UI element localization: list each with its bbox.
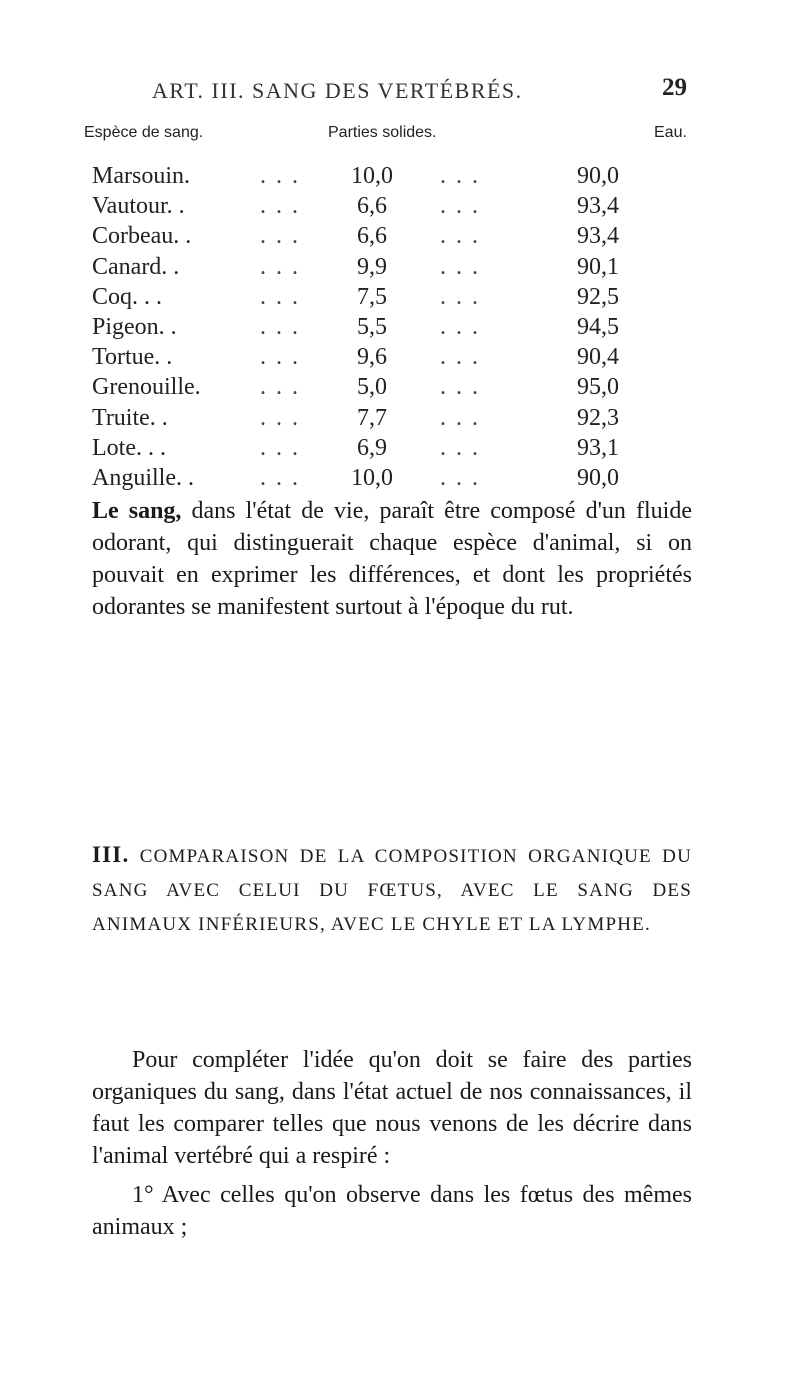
table-row <box>0 221 800 251</box>
paragraph-blood-odor <box>92 495 692 623</box>
solids-cell: 5,0 <box>357 374 387 401</box>
solids-cell: 9,9 <box>357 253 387 280</box>
water-cell: 93,4 <box>577 223 619 250</box>
paragraph-body: dans l'état de vie, paraît être composé d'un fluide odorant, qui distinguerait chaque espèce d'animal, si on pouvait en exprimer les différences, et dont les propriétés odorantes se manifestent surtout à l'époque du rut. <box>92 498 692 620</box>
species-cell: Tortue. . <box>92 344 173 371</box>
page-header <box>0 66 800 106</box>
solids-cell: 6,6 <box>357 193 387 220</box>
solids-cell: 10,0 <box>351 163 393 189</box>
table-row <box>0 282 800 312</box>
blood-composition-table <box>0 161 800 493</box>
section-title: COMPARAISON DE LA COMPOSITION ORGANIQUE DU SANG AVEC CELUI DU FŒTUS, AVEC LE SANG DES ANIMAUX INFÉRIEURS, AVEC LE CHYLE ET LA LYMPHE. <box>92 846 693 935</box>
water-cell: 94,5 <box>577 313 619 340</box>
column-header-species: Espèce de sang. <box>84 124 204 141</box>
paragraph-intro: Pour compléter l'idée qu'on doit se faire des parties organiques du sang, dans l'état actuel de nos connaissances, il faut les comparer telles que nous venons de les décrire dans l'animal vertébré qui a respiré : <box>92 1047 692 1169</box>
leader-dots: . . . <box>440 313 480 340</box>
solids-cell: 6,6 <box>357 223 387 250</box>
species-cell: Corbeau. . <box>92 223 192 250</box>
species-cell: Truite. . <box>92 404 168 431</box>
page-number: 29 <box>662 74 687 101</box>
section-number: III. <box>92 842 130 867</box>
table-row <box>0 161 800 191</box>
solids-cell: 6,9 <box>357 434 387 461</box>
leader-dots: . . . <box>440 464 480 491</box>
water-cell: 90,0 <box>577 163 619 189</box>
leader-dots: . . . <box>440 253 480 280</box>
leader-dots: . . . <box>260 464 300 491</box>
solids-cell: 7,5 <box>357 283 387 310</box>
column-header-water: Eau. <box>654 124 687 141</box>
table-row <box>0 191 800 221</box>
solids-cell: 5,5 <box>357 313 387 340</box>
running-title: ART. III. SANG DES VERTÉBRÉS. <box>152 78 523 103</box>
table-row <box>0 403 800 433</box>
water-cell: 90,0 <box>577 464 619 491</box>
species-cell: Canard. . <box>92 253 180 280</box>
section-heading <box>92 838 692 942</box>
water-cell: 95,0 <box>577 374 619 401</box>
leader-dots: . . . <box>440 223 480 250</box>
leader-dots: . . . <box>440 404 480 431</box>
water-cell: 92,5 <box>577 283 619 310</box>
species-cell: Pigeon. . <box>92 313 177 340</box>
solids-cell: 10,0 <box>351 464 393 491</box>
leader-dots: . . . <box>260 404 300 431</box>
table-row <box>0 342 800 372</box>
table-row <box>0 433 800 463</box>
species-cell: Grenouille. <box>92 374 201 401</box>
leader-dots: . . . <box>260 434 300 461</box>
paragraph-lead-words: Le sang, <box>92 498 182 524</box>
leader-dots: . . . <box>260 344 300 371</box>
species-cell: Anguille. . <box>92 464 194 491</box>
solids-cell: 7,7 <box>357 404 387 431</box>
leader-dots: . . . <box>440 434 480 461</box>
leader-dots: . . . <box>440 374 480 401</box>
table-column-headers <box>0 124 800 150</box>
water-cell: 93,4 <box>577 193 619 220</box>
leader-dots: . . . <box>260 374 300 401</box>
water-cell: 93,1 <box>577 434 619 461</box>
leader-dots: . . . <box>260 163 300 189</box>
leader-dots: . . . <box>440 283 480 310</box>
species-cell: Marsouin. <box>92 163 190 189</box>
leader-dots: . . . <box>440 344 480 371</box>
leader-dots: . . . <box>440 193 480 220</box>
leader-dots: . . . <box>260 193 300 220</box>
table-row <box>0 463 800 493</box>
leader-dots: . . . <box>440 163 480 189</box>
species-cell: Lote. . . <box>92 434 166 461</box>
species-cell: Coq. . . <box>92 283 163 310</box>
column-header-solids: Parties solides. <box>328 124 437 141</box>
water-cell: 92,3 <box>577 404 619 431</box>
table-row <box>0 312 800 342</box>
paragraph-item-1: 1° Avec celles qu'on observe dans les fœtus des mêmes animaux ; <box>92 1182 692 1240</box>
leader-dots: . . . <box>260 283 300 310</box>
table-row <box>0 252 800 282</box>
leader-dots: . . . <box>260 313 300 340</box>
species-cell: Vautour. . <box>92 193 185 220</box>
table-row <box>0 372 800 402</box>
leader-dots: . . . <box>260 223 300 250</box>
solids-cell: 9,6 <box>357 344 387 371</box>
water-cell: 90,1 <box>577 253 619 280</box>
water-cell: 90,4 <box>577 344 619 371</box>
leader-dots: . . . <box>260 253 300 280</box>
